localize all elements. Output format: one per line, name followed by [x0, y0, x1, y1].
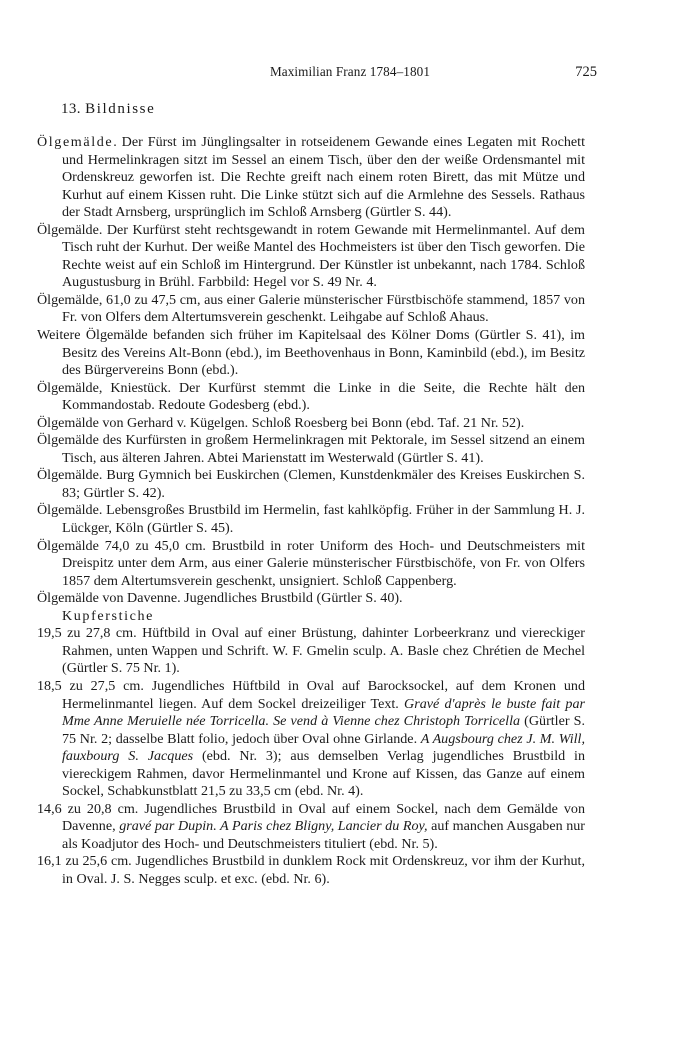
section-number: 13.	[61, 101, 81, 117]
entry-text: 14,6 zu 20,8 cm. Jugendliches Brustbild in Oval auf einem Sockel, nach dem Gemälde von Davenne,	[37, 800, 585, 835]
list-item	[37, 678, 585, 801]
section-heading	[61, 101, 155, 118]
list-item: Ölgemälde. Der Kurfürst steht rechtsgewandt in rotem Gewande mit Hermelinmantel. Auf dem Tisch ruht der Kurhut. Der weiße Mantel des Hochmeisters ist über den Tisch geworfen. Die Rechte weist auf ein Schloß im Hintergrund. Der Künstler ist unbekannt, nach 1784. Schloß Augustusburg in Brühl. Farbbild: Hegel vor S. 49 Nr. 4.	[37, 221, 585, 291]
list-item: Ölgemälde von Davenne. Jugendliches Brustbild (Gürtler S. 40).	[37, 590, 403, 607]
running-head	[0, 64, 700, 82]
list-item: Ölgemälde. Lebensgroßes Brustbild im Hermelin, fast kahlköpfig. Früher in der Sammlung H. J. Lückger, Köln (Gürtler S. 45).	[37, 502, 585, 537]
entry-lead: Ölgemälde	[37, 134, 114, 150]
list-item	[37, 801, 585, 854]
list-item: Ölgemälde von Gerhard v. Kügelgen. Schloß Roesberg bei Bonn (ebd. Taf. 21 Nr. 52).	[37, 414, 525, 431]
list-item: Ölgemälde. Burg Gymnich bei Euskirchen (Clemen, Kunstdenkmäler des Kreises Euskirchen S. 83; Gürtler S. 42).	[37, 467, 585, 501]
entries-list	[37, 134, 585, 889]
entry-text: auf manchen Ausgaben nur als Koadjutor des Hoch- und Deutschmeisters tituliert (ebd. Nr. 5).	[62, 818, 585, 852]
list-item: Weitere Ölgemälde befanden sich früher im Kapitelsaal des Kölner Doms (Gürtler S. 41), im Besitz des Vereins Alt-Bonn (ebd.), im Beethovenhaus in Bonn, Kaminbild (ebd.), im Besitz des Bürgervereins Bonn (ebd.).	[37, 327, 585, 379]
running-title: Maximilian Franz 1784–1801	[269, 64, 431, 79]
list-item: Ölgemälde, 61,0 zu 47,5 cm, aus einer Galerie münsterischer Fürstbischöfe stammend, 1857 von Fr. von Olfers dem Altertumsverein geschenkt. Leihgabe auf Schloß Ahaus.	[37, 291, 585, 326]
subheading-kupferstiche: Kupferstiche	[62, 607, 154, 624]
entry-text: (ebd. Nr. 3); aus demselben Verlag jugendliches Brustbild in viereckigem Rahmen, davor Hermelinmantel und Krone auf Kissen, das Ganze auf einem Sockel, Schabkunstblatt 21,5 zu 33,5 cm (ebd. Nr. 4).	[62, 748, 585, 800]
page-number: 725	[575, 64, 597, 80]
entry-inscription: A Augsbourg chez J. M. Will, fauxbourg S. Jacques	[62, 730, 585, 765]
list-item: Ölgemälde, Kniestück. Der Kurfürst stemmt die Linke in die Seite, die Rechte hält den Kommandostab. Redoute Godesberg (ebd.).	[37, 379, 585, 414]
list-item: Ölgemälde 74,0 zu 45,0 cm. Brustbild in roter Uniform des Hoch- und Deutschmeisters mit Dreispitz unter dem Arm, aus einer Galerie münsterischer Fürstbischöfe, von Fr. von Olfers 1857 dem Altertumsverein geschenkt, unsigniert. Schloß Cappenberg.	[37, 537, 585, 589]
list-item: 16,1 zu 25,6 cm. Jugendliches Brustbild in dunklem Rock mit Ordenskreuz, vor ihm der Kurhut, in Oval. J. S. Negges sculp. et exc. (ebd. Nr. 6).	[37, 853, 585, 887]
entry-text: 18,5 zu 27,5 cm. Jugendliches Hüftbild in Oval auf Barocksockel, auf dem Kronen und Hermelinmantel liegen. Auf dem Sockel dreizeiliger Text.	[37, 677, 585, 712]
list-item: Ölgemälde des Kurfürsten in großem Hermelinkragen mit Pektorale, im Sessel sitzend an einem Tisch, aus älteren Jahren. Abtei Marienstatt im Westerwald (Gürtler S. 41).	[37, 432, 585, 466]
list-item: 19,5 zu 27,8 cm. Hüftbild in Oval auf einer Brüstung, dahinter Lorbeerkranz und viereckiger Rahmen, unten Wappen und Schrift. W. F. Gmelin sculp. A. Basle chez Chrétien de Mechel (Gürtler S. 75 Nr. 1).	[37, 625, 585, 677]
entry-text: . Der Fürst im Jünglingsalter in rotseidenem Gewande eines Legaten mit Rochett und Hermelinkragen sitzt im Sessel an einem Tisch, über den der weiße Ordensmantel mit Ordenskreuz geworfen ist. Die Rechte greift nach einem roten Birett, das mit Mütze und Kurhut auf einem Kissen ruht. Die Linke stützt sich auf die Armlehne des Sessels. Rathaus der Stadt Arnsberg, ursprünglich im Schloß Arnsberg (Gürtler S. 44).	[62, 134, 585, 221]
entry-inscription: gravé par Dupin. A Paris chez Bligny, Lancier du Roy,	[119, 818, 428, 835]
list-item	[37, 134, 585, 222]
entry-inscription: Gravé d'après le buste fait par Mme Anne Meruielle née Torricella. Se vend à Vienne chez Christoph Torricella	[62, 695, 585, 730]
entry-text: (Gürtler S. 75 Nr. 2; dasselbe Blatt folio, jedoch über Oval ohne Girlande.	[62, 713, 585, 747]
section-title: Bildnisse	[85, 101, 156, 117]
